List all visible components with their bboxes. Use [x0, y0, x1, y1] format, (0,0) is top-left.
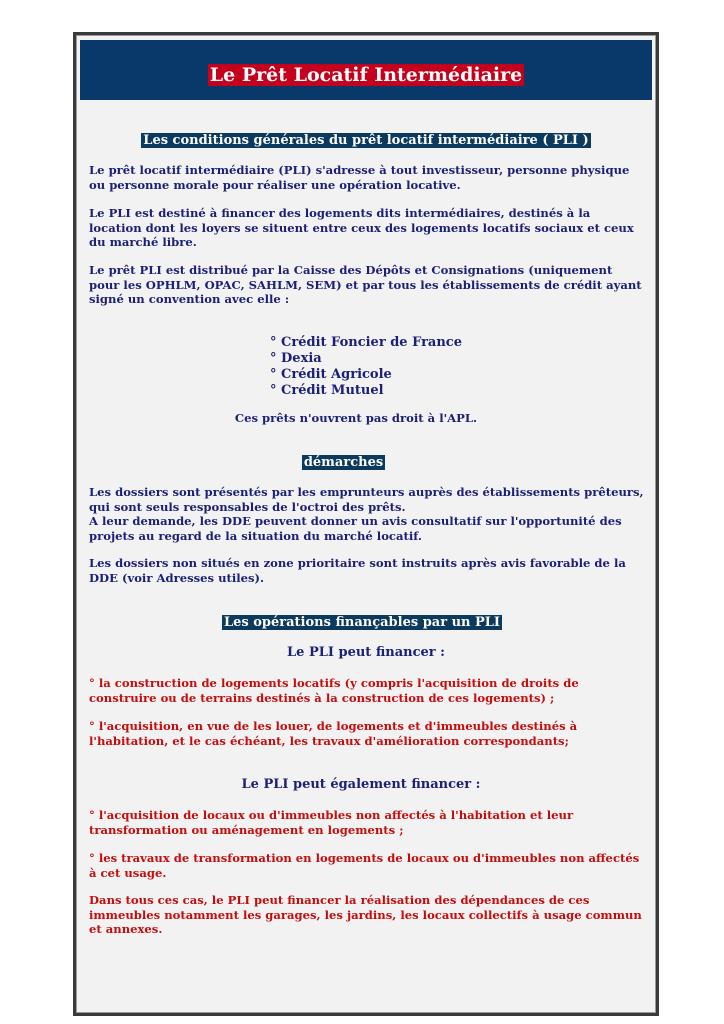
item-dependances: Dans tous ces cas, le PLI peut financer la réalisation des dépendances de ces immeubles notamment les garages, les jardins, les locaux collectifs à usage commun et annexes. — [89, 893, 642, 937]
item-travaux: ° les travaux de transformation en logements de locaux ou d'immeubles non affectés à cet usage. — [89, 851, 640, 880]
paragraph-distribution: Le prêt PLI est distribué par la Caisse des Dépôts et Consignations (uniquement pour les OPHLM, OPAC, SAHLM, SEM) et par tous les établissements de crédit ayant signé un convention avec elle : — [89, 263, 642, 307]
subheading-egalement: Le PLI peut également financer : — [241, 777, 481, 792]
title-banner — [80, 40, 652, 100]
section-heading-demarches: démarches — [303, 455, 384, 470]
paragraph-zone: Les dossiers non situés en zone prioritaire sont instruits après avis favorable de la DDE (voir Adresses utiles). — [89, 556, 626, 585]
item-acquisition: ° l'acquisition, en vue de les louer, de logements et d'immeubles destinés à l'habitation, et le cas échéant, les travaux d'amélioration correspondants; — [89, 719, 578, 748]
paragraph-purpose: Le PLI est destiné à financer des logements dits intermédiaires, destinés à la location dont les loyers se situent entre ceux des logements locatifs sociaux et ceux du marché libre. — [89, 206, 634, 250]
list-item: ° Crédit Mutuel — [270, 383, 384, 398]
section-heading-operations: Les opérations finançables par un PLI — [223, 615, 501, 630]
item-construction: ° la construction de logements locatifs (y compris l'acquisition de droits de construire ou de terrains destinés à la construction de ces logements) ; — [89, 676, 579, 705]
list-item: ° Crédit Foncier de France — [270, 335, 462, 350]
page-frame — [73, 32, 659, 1016]
paragraph-intro: Le prêt locatif intermédiaire (PLI) s'adresse à tout investisseur, personne physique ou personne morale pour réaliser une opération locative. — [89, 163, 630, 192]
apl-note: Ces prêts n'ouvrent pas droit à l'APL. — [234, 411, 478, 425]
paragraph-dossiers: Les dossiers sont présentés par les emprunteurs auprès des établissements prêteurs, qui sont seuls responsables de l'octroi des prêts. A leur demande, les DDE peuvent donner un avis consultatif sur l'opportunité des projets au regard de la situation du marché locatif. — [89, 485, 644, 543]
page-title: Le Prêt Locatif Intermédiaire — [209, 64, 523, 86]
list-item: ° Dexia — [270, 351, 322, 366]
subheading-financer: Le PLI peut financer : — [287, 645, 445, 660]
list-item: ° Crédit Agricole — [270, 367, 392, 382]
section-heading-conditions: Les conditions générales du prêt locatif intermédiaire ( PLI ) — [143, 133, 589, 148]
item-locaux: ° l'acquisition de locaux ou d'immeubles non affectés à l'habitation et leur transformation ou aménagement en logements ; — [89, 808, 574, 837]
lender-list — [270, 335, 462, 399]
